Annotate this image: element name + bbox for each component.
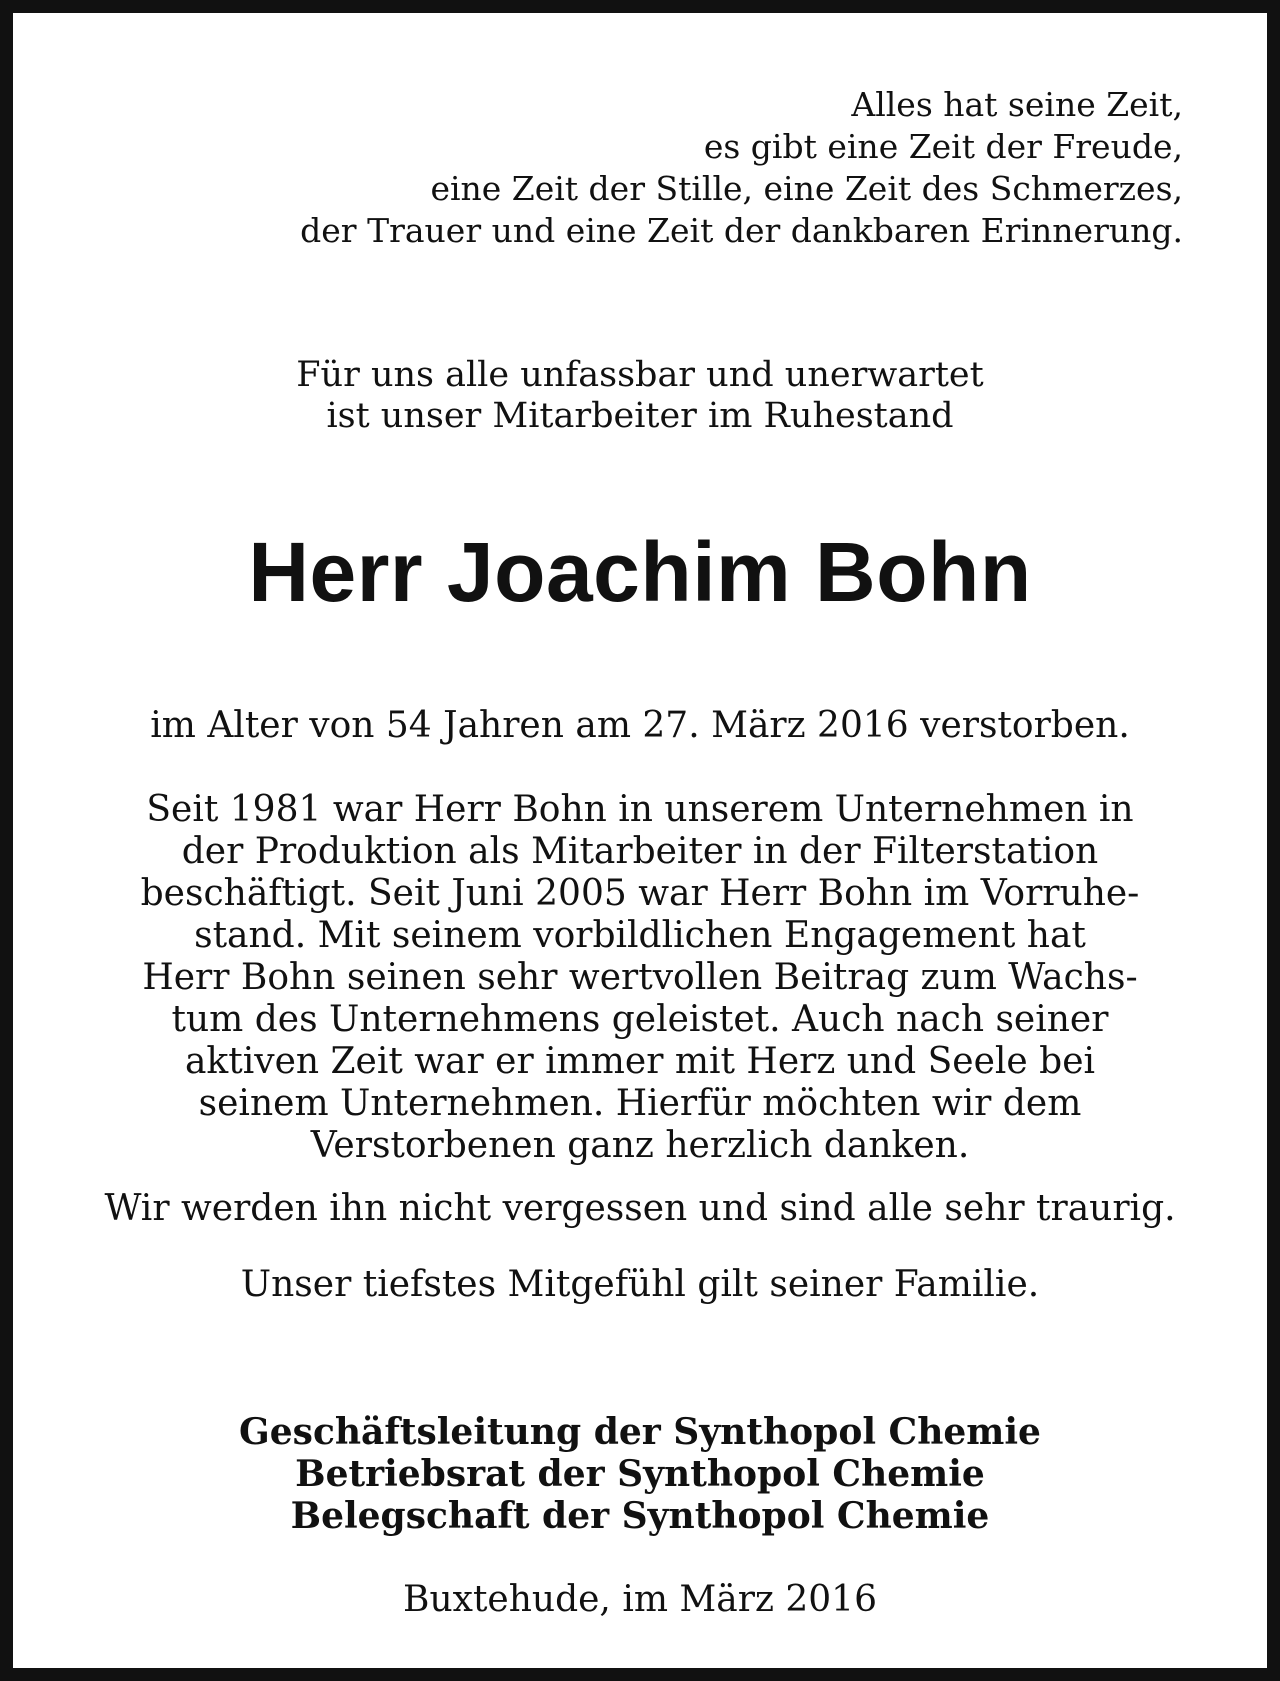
signatory: Betriebsrat der Synthopol Chemie — [295, 1453, 985, 1495]
tribute-line: Verstorbenen ganz herzlich danken. — [310, 1125, 970, 1166]
deceased-name: Herr Joachim Bohn — [248, 525, 1032, 619]
death-notice: im Alter von 54 Jahren am 27. März 2016 verstorben. — [150, 705, 1130, 746]
tribute-line: Seit 1981 war Herr Bohn in unserem Unternehmen in — [146, 789, 1134, 830]
tribute-line: tum des Unternehmens geleistet. Auch nach seiner — [171, 999, 1109, 1040]
poem-line: es gibt eine Zeit der Freude, — [703, 127, 1183, 166]
closing-line: Wir werden ihn nicht vergessen und sind alle sehr traurig. — [104, 1188, 1176, 1229]
tribute-line: der Produktion als Mitarbeiter in der Filterstation — [181, 831, 1099, 872]
tribute-line: beschäftigt. Seit Juni 2005 war Herr Bohn im Vorruhe- — [140, 873, 1140, 914]
tribute-line: aktiven Zeit war er immer mit Herz und Seele bei — [184, 1041, 1096, 1082]
place-date: Buxtehude, im März 2016 — [403, 1579, 877, 1620]
poem-line: Alles hat seine Zeit, — [851, 85, 1183, 124]
poem-line: der Trauer und eine Zeit der dankbaren Erinnerung. — [300, 211, 1183, 250]
signatory: Geschäftsleitung der Synthopol Chemie — [239, 1411, 1041, 1453]
signatory: Belegschaft der Synthopol Chemie — [290, 1495, 990, 1537]
tribute-line: Herr Bohn seinen sehr wertvollen Beitrag zum Wachs- — [142, 957, 1138, 998]
tribute-line: seinem Unternehmen. Hierfür möchten wir dem — [198, 1083, 1082, 1124]
closing-line: Unser tiefstes Mitgefühl gilt seiner Familie. — [240, 1264, 1040, 1305]
tribute-line: stand. Mit seinem vorbildlichen Engagement hat — [194, 915, 1086, 956]
intro-line: Für uns alle unfassbar und unerwartet — [296, 355, 984, 395]
intro-line: ist unser Mitarbeiter im Ruhestand — [326, 396, 954, 436]
poem-line: eine Zeit der Stille, eine Zeit des Schmerzes, — [430, 169, 1183, 208]
